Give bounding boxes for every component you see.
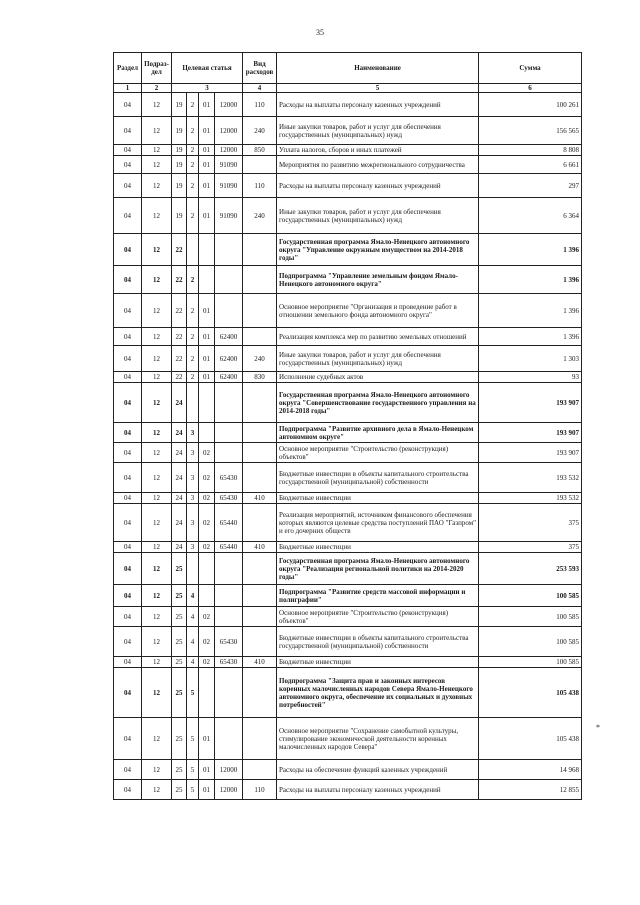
program-code-cell: 25: [172, 627, 187, 657]
direction-code-cell: 62400: [215, 328, 243, 346]
event-code-cell: [199, 423, 215, 443]
expense-type-cell: [243, 718, 277, 760]
sum-cell: 1 396: [479, 266, 582, 294]
table-row: [114, 657, 582, 668]
sum-cell: 100 585: [479, 607, 582, 627]
name-cell: Реализация мероприятий, источником финансового обеспечения которых являются целевые средства поступлений ПАО "Газпром" и его дочерних обществ: [277, 504, 479, 542]
table-row: [114, 463, 582, 493]
table-row: [114, 443, 582, 463]
event-code-cell: [199, 553, 215, 585]
header-podrazdel: Подраз-дел: [142, 53, 172, 84]
podrazdel-cell: 12: [142, 234, 172, 266]
table-row: [114, 383, 582, 423]
sum-cell: 193 907: [479, 443, 582, 463]
expense-type-cell: [243, 463, 277, 493]
name-cell: Основное мероприятие "Строительство (реконструкция) объектов": [277, 607, 479, 627]
event-code-cell: 01: [199, 328, 215, 346]
sum-cell: 375: [479, 504, 582, 542]
program-code-cell: 22: [172, 294, 187, 328]
event-code-cell: 01: [199, 174, 215, 198]
subprogram-code-cell: 4: [187, 657, 199, 668]
podrazdel-cell: 12: [142, 198, 172, 234]
subprogram-code-cell: 5: [187, 718, 199, 760]
subprogram-code-cell: 4: [187, 607, 199, 627]
subprogram-code-cell: 2: [187, 174, 199, 198]
direction-code-cell: [215, 668, 243, 718]
sum-cell: 105 438: [479, 668, 582, 718]
table-row: [114, 145, 582, 156]
subprogram-code-cell: 2: [187, 294, 199, 328]
subprogram-code-cell: 2: [187, 93, 199, 117]
expense-type-cell: 240: [243, 198, 277, 234]
name-cell: Исполнение судебных актов: [277, 372, 479, 383]
podrazdel-cell: 12: [142, 145, 172, 156]
subprogram-code-cell: 5: [187, 780, 199, 800]
name-cell: Бюджетные инвестиции в объекты капитального строительства государственной (муниципальной) собственности: [277, 627, 479, 657]
direction-code-cell: [215, 234, 243, 266]
event-code-cell: [199, 234, 215, 266]
razdel-cell: 04: [114, 627, 142, 657]
podrazdel-cell: 12: [142, 117, 172, 145]
subprogram-code-cell: [187, 553, 199, 585]
table-row: [114, 668, 582, 718]
expense-type-cell: 240: [243, 117, 277, 145]
sum-cell: 100 585: [479, 585, 582, 607]
razdel-cell: 04: [114, 607, 142, 627]
program-code-cell: 22: [172, 346, 187, 372]
event-code-cell: [199, 585, 215, 607]
podrazdel-cell: 12: [142, 372, 172, 383]
program-code-cell: 24: [172, 423, 187, 443]
razdel-cell: 04: [114, 156, 142, 174]
direction-code-cell: [215, 443, 243, 463]
razdel-cell: 04: [114, 463, 142, 493]
razdel-cell: 04: [114, 542, 142, 553]
sum-cell: 6 661: [479, 156, 582, 174]
razdel-cell: 04: [114, 198, 142, 234]
event-code-cell: 01: [199, 294, 215, 328]
sum-cell: 6 364: [479, 198, 582, 234]
index-cell: 6: [479, 84, 582, 93]
subprogram-code-cell: 3: [187, 423, 199, 443]
subprogram-code-cell: 3: [187, 463, 199, 493]
direction-code-cell: 65430: [215, 657, 243, 668]
direction-code-cell: 12000: [215, 145, 243, 156]
name-cell: Иные закупки товаров, работ и услуг для обеспечения государственных (муниципальных) нужд: [277, 117, 479, 145]
program-code-cell: 19: [172, 117, 187, 145]
table-row: [114, 93, 582, 117]
name-cell: Расходы на выплаты персоналу казенных учреждений: [277, 93, 479, 117]
podrazdel-cell: 12: [142, 93, 172, 117]
razdel-cell: 04: [114, 145, 142, 156]
name-cell: Государственная программа Ямало-Ненецкого автономного округа "Управление окружным имуществом на 2014-2018 годы": [277, 234, 479, 266]
sum-cell: 297: [479, 174, 582, 198]
sum-cell: 193 907: [479, 423, 582, 443]
direction-code-cell: 91090: [215, 198, 243, 234]
sum-cell: 193 532: [479, 463, 582, 493]
direction-code-cell: [215, 423, 243, 443]
name-cell: Подпрограмма "Управление земельным фондом Ямало-Ненецкого автономного округа": [277, 266, 479, 294]
index-cell: 3: [172, 84, 243, 93]
subprogram-code-cell: 2: [187, 372, 199, 383]
event-code-cell: 01: [199, 198, 215, 234]
podrazdel-cell: 12: [142, 668, 172, 718]
event-code-cell: 02: [199, 504, 215, 542]
table-row: [114, 198, 582, 234]
razdel-cell: 04: [114, 443, 142, 463]
direction-code-cell: [215, 607, 243, 627]
sum-cell: 193 907: [479, 383, 582, 423]
name-cell: Подпрограмма "Развитие архивного дела в Ямало-Ненецком автономном округе": [277, 423, 479, 443]
table-row: [114, 780, 582, 800]
direction-code-cell: [215, 294, 243, 328]
name-cell: Бюджетные инвестиции: [277, 657, 479, 668]
program-code-cell: 25: [172, 657, 187, 668]
event-code-cell: 01: [199, 718, 215, 760]
event-code-cell: 02: [199, 463, 215, 493]
expense-type-cell: 240: [243, 346, 277, 372]
subprogram-code-cell: [187, 383, 199, 423]
program-code-cell: 19: [172, 145, 187, 156]
podrazdel-cell: 12: [142, 780, 172, 800]
subprogram-code-cell: 3: [187, 493, 199, 504]
expense-type-cell: 410: [243, 493, 277, 504]
expense-type-cell: [243, 328, 277, 346]
event-code-cell: 02: [199, 627, 215, 657]
subprogram-code-cell: 2: [187, 328, 199, 346]
razdel-cell: 04: [114, 174, 142, 198]
name-cell: Мероприятия по развитию межрегионального сотрудничества: [277, 156, 479, 174]
name-cell: Бюджетные инвестиции в объекты капитального строительства государственной (муниципальной) собственности: [277, 463, 479, 493]
direction-code-cell: [215, 383, 243, 423]
sum-cell: 375: [479, 542, 582, 553]
razdel-cell: 04: [114, 585, 142, 607]
expense-type-cell: [243, 294, 277, 328]
table-row: [114, 346, 582, 372]
expense-type-cell: [243, 553, 277, 585]
podrazdel-cell: 12: [142, 657, 172, 668]
sum-cell: 156 565: [479, 117, 582, 145]
table-row: [114, 174, 582, 198]
podrazdel-cell: 12: [142, 493, 172, 504]
podrazdel-cell: 12: [142, 346, 172, 372]
page-number: 35: [316, 28, 324, 37]
event-code-cell: 02: [199, 607, 215, 627]
sum-cell: 105 438: [479, 718, 582, 760]
name-cell: Иные закупки товаров, работ и услуг для обеспечения государственных (муниципальных) нужд: [277, 346, 479, 372]
razdel-cell: 04: [114, 718, 142, 760]
expense-type-cell: 110: [243, 93, 277, 117]
program-code-cell: 25: [172, 607, 187, 627]
program-code-cell: 24: [172, 493, 187, 504]
sum-cell: 14 968: [479, 760, 582, 780]
subprogram-code-cell: 3: [187, 443, 199, 463]
direction-code-cell: 62400: [215, 372, 243, 383]
razdel-cell: 04: [114, 328, 142, 346]
table-row: [114, 156, 582, 174]
event-code-cell: [199, 266, 215, 294]
budget-table: [113, 52, 582, 800]
sum-cell: 8 808: [479, 145, 582, 156]
table-row: [114, 423, 582, 443]
sum-cell: 253 593: [479, 553, 582, 585]
name-cell: Расходы на выплаты персоналу казенных учреждений: [277, 780, 479, 800]
program-code-cell: 24: [172, 504, 187, 542]
subprogram-code-cell: 4: [187, 585, 199, 607]
program-code-cell: 25: [172, 760, 187, 780]
table-row: [114, 117, 582, 145]
podrazdel-cell: 12: [142, 542, 172, 553]
expense-type-cell: [243, 585, 277, 607]
podrazdel-cell: 12: [142, 443, 172, 463]
table-row: [114, 760, 582, 780]
sum-cell: 1 396: [479, 234, 582, 266]
expense-type-cell: [243, 383, 277, 423]
expense-type-cell: 410: [243, 657, 277, 668]
program-code-cell: 25: [172, 668, 187, 718]
razdel-cell: 04: [114, 668, 142, 718]
razdel-cell: 04: [114, 117, 142, 145]
event-code-cell: 01: [199, 760, 215, 780]
header-sum: Сумма: [479, 53, 582, 84]
subprogram-code-cell: 4: [187, 627, 199, 657]
name-cell: Расходы на обеспечение функций казенных учреждений: [277, 760, 479, 780]
subprogram-code-cell: 5: [187, 760, 199, 780]
header-celevaya: Целевая статья: [172, 53, 243, 84]
program-code-cell: 25: [172, 718, 187, 760]
subprogram-code-cell: 2: [187, 156, 199, 174]
header-name: Наименование: [277, 53, 479, 84]
podrazdel-cell: 12: [142, 383, 172, 423]
program-code-cell: 19: [172, 198, 187, 234]
name-cell: Бюджетные инвестиции: [277, 542, 479, 553]
event-code-cell: 02: [199, 542, 215, 553]
event-code-cell: [199, 668, 215, 718]
name-cell: Основное мероприятие "Сохранение самобытной культуры, стимулирование экономической деятельности коренных малочисленных народов Севера": [277, 718, 479, 760]
direction-code-cell: 65430: [215, 627, 243, 657]
sum-cell: 1 396: [479, 294, 582, 328]
podrazdel-cell: 12: [142, 607, 172, 627]
name-cell: Подпрограмма "Развитие средств массовой информации и полиграфии": [277, 585, 479, 607]
expense-type-cell: [243, 423, 277, 443]
sum-cell: 1 396: [479, 328, 582, 346]
subprogram-code-cell: 2: [187, 145, 199, 156]
sum-cell: 100 585: [479, 657, 582, 668]
subprogram-code-cell: 2: [187, 266, 199, 294]
podrazdel-cell: 12: [142, 553, 172, 585]
event-code-cell: 02: [199, 443, 215, 463]
subprogram-code-cell: 2: [187, 198, 199, 234]
podrazdel-cell: 12: [142, 156, 172, 174]
name-cell: Иные закупки товаров, работ и услуг для обеспечения государственных (муниципальных) нужд: [277, 198, 479, 234]
direction-code-cell: 91090: [215, 156, 243, 174]
program-code-cell: 24: [172, 542, 187, 553]
subprogram-code-cell: 3: [187, 504, 199, 542]
program-code-cell: 19: [172, 93, 187, 117]
podrazdel-cell: 12: [142, 294, 172, 328]
event-code-cell: [199, 383, 215, 423]
expense-type-cell: [243, 627, 277, 657]
razdel-cell: 04: [114, 760, 142, 780]
expense-type-cell: [243, 443, 277, 463]
program-code-cell: 25: [172, 553, 187, 585]
program-code-cell: 22: [172, 372, 187, 383]
razdel-cell: 04: [114, 493, 142, 504]
table-row: [114, 372, 582, 383]
event-code-cell: 01: [199, 156, 215, 174]
table-row: [114, 627, 582, 657]
razdel-cell: 04: [114, 93, 142, 117]
table-row: [114, 585, 582, 607]
table-row: [114, 542, 582, 553]
direction-code-cell: 12000: [215, 780, 243, 800]
program-code-cell: 24: [172, 463, 187, 493]
podrazdel-cell: 12: [142, 504, 172, 542]
razdel-cell: 04: [114, 372, 142, 383]
name-cell: Бюджетные инвестиции: [277, 493, 479, 504]
podrazdel-cell: 12: [142, 463, 172, 493]
razdel-cell: 04: [114, 294, 142, 328]
sum-cell: 193 532: [479, 493, 582, 504]
name-cell: Государственная программа Ямало-Ненецкого автономного округа "Совершенствование государственного управления на 2014-2018 годы": [277, 383, 479, 423]
event-code-cell: 02: [199, 657, 215, 668]
podrazdel-cell: 12: [142, 266, 172, 294]
index-row: [114, 84, 582, 93]
event-code-cell: 01: [199, 346, 215, 372]
expense-type-cell: [243, 504, 277, 542]
event-code-cell: 01: [199, 93, 215, 117]
name-cell: Расходы на выплаты персоналу казенных учреждений: [277, 174, 479, 198]
event-code-cell: 02: [199, 493, 215, 504]
subprogram-code-cell: [187, 234, 199, 266]
expense-type-cell: [243, 607, 277, 627]
program-code-cell: 24: [172, 443, 187, 463]
name-cell: Государственная программа Ямало-Ненецкого автономного округа "Реализация региональной политики на 2014-2020 годы": [277, 553, 479, 585]
table-row: [114, 328, 582, 346]
razdel-cell: 04: [114, 657, 142, 668]
direction-code-cell: [215, 585, 243, 607]
header-vid: Вид расходов: [243, 53, 277, 84]
sum-cell: 100 585: [479, 627, 582, 657]
table-row: [114, 504, 582, 542]
sum-cell: 93: [479, 372, 582, 383]
program-code-cell: 19: [172, 174, 187, 198]
program-code-cell: 24: [172, 383, 187, 423]
table-row: [114, 493, 582, 504]
table-row: [114, 607, 582, 627]
sum-cell: 1 303: [479, 346, 582, 372]
name-cell: Основное мероприятие "Организация и проведение работ в отношении земельного фонда автономного округа": [277, 294, 479, 328]
index-cell: 2: [142, 84, 172, 93]
program-code-cell: 19: [172, 156, 187, 174]
podrazdel-cell: 12: [142, 718, 172, 760]
direction-code-cell: 62400: [215, 346, 243, 372]
direction-code-cell: 12000: [215, 93, 243, 117]
razdel-cell: 04: [114, 504, 142, 542]
expense-type-cell: [243, 760, 277, 780]
event-code-cell: 01: [199, 780, 215, 800]
name-cell: Уплата налогов, сборов и иных платежей: [277, 145, 479, 156]
header-razdel: Раздел: [114, 53, 142, 84]
subprogram-code-cell: 3: [187, 542, 199, 553]
subprogram-code-cell: 2: [187, 117, 199, 145]
name-cell: Подпрограмма "Защита прав и законных интересов коренных малочисленных народов Севера Ямало-Ненецкого автономного округа, обеспечение их социальных и духовных потребностей": [277, 668, 479, 718]
podrazdel-cell: 12: [142, 174, 172, 198]
razdel-cell: 04: [114, 234, 142, 266]
sum-cell: 100 261: [479, 93, 582, 117]
podrazdel-cell: 12: [142, 760, 172, 780]
razdel-cell: 04: [114, 423, 142, 443]
expense-type-cell: [243, 234, 277, 266]
expense-type-cell: 110: [243, 174, 277, 198]
event-code-cell: 01: [199, 117, 215, 145]
subprogram-code-cell: 2: [187, 346, 199, 372]
direction-code-cell: 65440: [215, 542, 243, 553]
expense-type-cell: [243, 668, 277, 718]
table-row: [114, 294, 582, 328]
expense-type-cell: 830: [243, 372, 277, 383]
podrazdel-cell: 12: [142, 423, 172, 443]
index-cell: 1: [114, 84, 142, 93]
razdel-cell: 04: [114, 553, 142, 585]
razdel-cell: 04: [114, 383, 142, 423]
subprogram-code-cell: 5: [187, 668, 199, 718]
expense-type-cell: 850: [243, 145, 277, 156]
name-cell: Реализация комплекса мер по развитию земельных отношений: [277, 328, 479, 346]
direction-code-cell: 12000: [215, 760, 243, 780]
direction-code-cell: 65440: [215, 504, 243, 542]
event-code-cell: 01: [199, 372, 215, 383]
razdel-cell: 04: [114, 266, 142, 294]
podrazdel-cell: 12: [142, 627, 172, 657]
expense-type-cell: 110: [243, 780, 277, 800]
event-code-cell: 01: [199, 145, 215, 156]
table-row: [114, 553, 582, 585]
direction-code-cell: 65430: [215, 463, 243, 493]
program-code-cell: 25: [172, 780, 187, 800]
razdel-cell: 04: [114, 780, 142, 800]
table-row: [114, 718, 582, 760]
margin-mark: *: [596, 723, 600, 732]
table-row: [114, 234, 582, 266]
expense-type-cell: 410: [243, 542, 277, 553]
expense-type-cell: [243, 156, 277, 174]
razdel-cell: 04: [114, 346, 142, 372]
program-code-cell: 22: [172, 266, 187, 294]
expense-type-cell: [243, 266, 277, 294]
program-code-cell: 22: [172, 328, 187, 346]
program-code-cell: 22: [172, 234, 187, 266]
index-cell: 4: [243, 84, 277, 93]
index-cell: 5: [277, 84, 479, 93]
name-cell: Основное мероприятие "Строительство (реконструкция) объектов": [277, 443, 479, 463]
podrazdel-cell: 12: [142, 328, 172, 346]
direction-code-cell: 65430: [215, 493, 243, 504]
direction-code-cell: [215, 553, 243, 585]
sum-cell: 12 855: [479, 780, 582, 800]
header-row: [114, 53, 582, 84]
direction-code-cell: 12000: [215, 117, 243, 145]
direction-code-cell: 91090: [215, 174, 243, 198]
podrazdel-cell: 12: [142, 585, 172, 607]
table-row: [114, 266, 582, 294]
direction-code-cell: [215, 718, 243, 760]
direction-code-cell: [215, 266, 243, 294]
program-code-cell: 25: [172, 585, 187, 607]
